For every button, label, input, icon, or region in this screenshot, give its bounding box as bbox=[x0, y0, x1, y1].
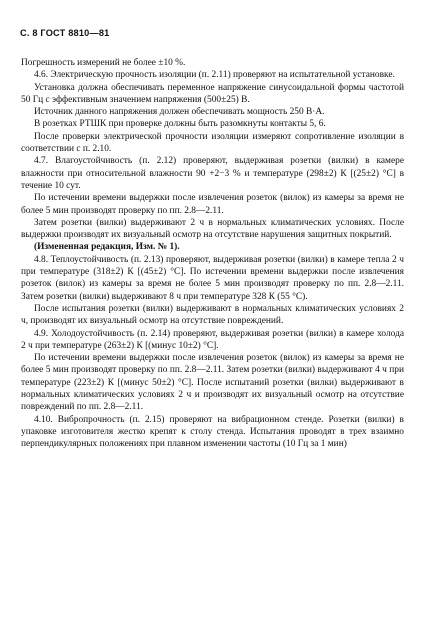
paragraph-8: По истечении времени выдержки после извлечения розеток (вилок) из камеры за время не более 5 мин производят проверку по пп. 2.8—2.11. bbox=[21, 193, 404, 216]
paragraph-9: Затем розетки (вилки) выдерживают 2 ч в нормальных климатических условиях. После выдержки производят их визуальный осмотр на отсутствие нарушения защитных покрытий. bbox=[21, 217, 404, 241]
paragraph-5: В розетках РТШК при проверке должны быть разомкнуты контакты 5, 6. bbox=[34, 119, 326, 130]
paragraph-4: Источник данного напряжения должен обеспечивать мощность 250 В·А. bbox=[34, 107, 325, 118]
page-header: С. 8 ГОСТ 8810—81 bbox=[20, 28, 110, 38]
paragraph-12: После испытания розетки (вилки) выдерживают в нормальных климатических условиях 2 ч, производят их визуальный осмотр на отсутствие повреждений. bbox=[21, 303, 404, 327]
paragraph-1: Погрешность измерений не более ±10 %. bbox=[21, 58, 186, 68]
paragraph-7: 4.7. Влагоустойчивость (п. 2.12) проверяют, выдерживая розетки (вилки) в камере влажности при относительной влажности 90 +2−3 % и температуре (298±2) К [(25±2) °С] в течение 10 сут. bbox=[21, 156, 404, 191]
paragraph-14: По истечении времени выдержки после извлечения розеток (вилок) из камеры за время не более 5 мин производят проверку по пп. 2.8—2.11. Затем розетки (вилки) выдерживают 4 ч при температуре (223±2) К [(минус 50±2) °С]. После испытаний розетки (вилки) выдерживают в нормальных климатических условиях 2 ч и производят их визуальный осмотр на отсутствие повреждений по пп. 2.8—2.11. bbox=[21, 353, 404, 413]
paragraph-2: 4.6. Электрическую прочность изоляции (п. 2.11) проверяют на испытательной установке. bbox=[34, 70, 395, 81]
paragraph-15: 4.10. Вибропрочность (п. 2.15) проверяют на вибрационном стенде. Розетки (вилки) в упаковке изготовителя жестко крепят к столу стенда. Испытания проводят в трех взаимно перпендикулярных положениях при плавном изменении частоты (10 Гц за 1 мин) bbox=[21, 414, 404, 450]
paragraph-6: После проверки электрической прочности изоляции измеряют сопротивление изоляции в соответствии с п. 2.10. bbox=[21, 131, 404, 155]
amendment-note: (Измененная редакция, Изм. № 1). bbox=[34, 242, 180, 253]
paragraph-13: 4.9. Холодоустойчивость (п. 2.14) проверяют, выдерживая розетки (вилки) в камере холода 2 ч при температуре (263±2) К [(минус 10±2) °С]. bbox=[21, 328, 404, 351]
paragraph-11: 4.8. Теплоустойчивость (п. 2.13) проверяют, выдерживая розетки (вилки) в камере тепла 2 ч при температуре (318±2) К [(45±2) °С]. По истечении времени выдержки после извлечения розеток (вилок) из камеры за время не более 5 мин производят проверку по пп. 2.8—2.11. Затем розетки (вилки) выдерживают 8 ч при температуре 328 К (55 °С). bbox=[21, 254, 404, 302]
paragraph-3: Установка должна обеспечивать переменное напряжение синусоидальной формы частотой 50 Гц с эффективным значением напряжения (500±25) В. bbox=[21, 82, 404, 105]
document-body bbox=[21, 57, 404, 451]
